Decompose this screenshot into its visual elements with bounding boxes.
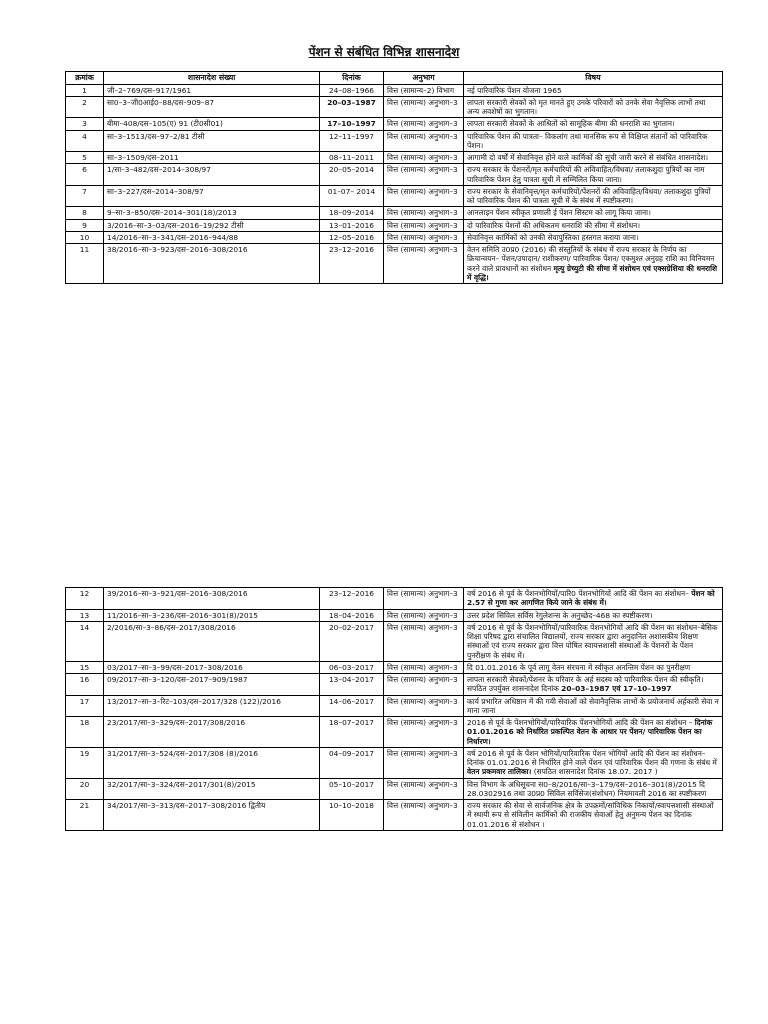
section-cell (384, 244, 464, 284)
serial-cell-text: 15 (79, 662, 90, 672)
serial-cell-text: 20 (79, 779, 90, 789)
order-number-cell-text: 1/सा–3–482/दस–2014–308/97 (107, 165, 211, 175)
subject-cell (464, 207, 723, 219)
header-order-number: शासनादेश संख्या (104, 72, 320, 85)
table-row (66, 231, 723, 243)
order-number-cell (104, 164, 320, 186)
header-subject: विषय (464, 72, 723, 85)
subject-cell-text: लापता सरकारी सेवकों को मृत मानते हुए उनके परिवारों को उनके सेवा नैवृत्तिक लाभों तथा अन्य अवशेषों का भुगतान। (467, 97, 706, 117)
section-cell (384, 96, 464, 118)
subject-cell-text: पारिवारिक पेंशन की पात्रता– विकलांग तथा मानसिक रूप से विक्षिप्त संतानों को पारिवारिक पेंशन। (467, 131, 708, 150)
subject-cell (464, 695, 723, 717)
serial-cell (66, 621, 104, 661)
order-number-cell-text: 34/2017/सा–3–313/दस–2017–308/2016 द्वितीय (107, 801, 266, 810)
order-number-cell-text: 11/2016–सा–3–236/दस–2016–301(8)/2015 (107, 610, 258, 620)
subject-cell (464, 152, 723, 164)
table-row (66, 130, 723, 152)
date-cell-text: 13–01–2016 (328, 220, 374, 230)
order-number-cell-text: 31/2017/सा–3–524/दस–2017/308 (8)/2016 (107, 748, 258, 758)
order-number-cell (104, 130, 320, 152)
date-cell (320, 219, 384, 231)
order-number-cell-text: 38/2016–सा–3–923/दस–2016–308/2016 (107, 245, 248, 255)
order-number-cell-text: 03/2017–सा–3–99/दस–2017–308/2016 (107, 662, 243, 672)
subject-cell (464, 96, 723, 118)
serial-cell-text: 3 (82, 119, 87, 129)
subject-cell-text: आगामी दो वर्षों में सेवानिवृत्त होने वाले कार्मिकों की सूची जारी करने से संबंधित शासनादेश। (467, 153, 709, 163)
section-cell-text: वित्त (सामान्य) अनुभाग–3 (387, 696, 458, 706)
order-number-cell (104, 747, 320, 778)
subject-cell-text: आनलाइन पेंशन स्वीकृत प्रणाली ई पेंशन सिस्टम को लागू किया जाना। (467, 208, 651, 218)
section-cell (384, 130, 464, 152)
section-cell-text: वित्त (सामान्य) अनुभाग–3 (387, 220, 458, 230)
section-cell (384, 152, 464, 164)
date-cell (320, 717, 384, 748)
subject-cell-text: वर्ष 2016 से पूर्व के पेंशनभोगियों/पारि0 पेंशनभोगियों आदि की पेंशन का संशोधन– (467, 589, 689, 598)
serial-cell-text: 7 (82, 186, 87, 196)
date-cell-text: 23–12–2016 (328, 245, 374, 255)
serial-cell (66, 231, 104, 243)
date-cell (320, 244, 384, 284)
subject-cell (464, 609, 723, 621)
date-cell (320, 164, 384, 186)
date-cell-text: 12–11–1997 (328, 131, 374, 141)
section-cell (384, 717, 464, 748)
subject-cell (464, 588, 723, 610)
subject-cell (464, 130, 723, 152)
serial-cell (66, 118, 104, 130)
serial-cell (66, 717, 104, 748)
table-row (66, 588, 723, 610)
date-cell (320, 152, 384, 164)
serial-cell (66, 661, 104, 673)
subject-cell-text: सेवानिवृत्त कार्मिकों को उनकी सेवापुस्तिका हस्तगत कराया जाना। (467, 232, 639, 242)
date-cell (320, 185, 384, 207)
table-row (66, 747, 723, 778)
serial-cell-text: 18 (79, 718, 90, 727)
subject-cell (464, 185, 723, 207)
table-body-2 (66, 588, 723, 831)
order-number-cell-text: 13/2017–सा–3–रिट–103/दस–2017/328 (122)/2016 (107, 696, 281, 706)
order-number-cell (104, 695, 320, 717)
order-number-cell (104, 207, 320, 219)
subject-bold-text: दिनांक 01.01.2016 को निर्धारित प्रकल्पित वेतन के आधार पर पेंशन/ पारिवारिक पेंशन का निर्धारण। (467, 718, 713, 746)
order-number-cell (104, 621, 320, 661)
date-cell (320, 231, 384, 243)
section-cell-text: वित्त (सामान्य) अनुभाग–3 (387, 748, 458, 758)
subject-cell (464, 231, 723, 243)
subject-bold-text: वेतन प्रकमवार तालिका। (467, 767, 532, 777)
section-cell (384, 588, 464, 610)
date-cell-text: 06–03–2017 (328, 662, 374, 672)
serial-cell (66, 800, 104, 831)
date-cell-text: 13–04–2017 (328, 675, 374, 684)
table-row (66, 674, 723, 696)
subject-cell (464, 244, 723, 284)
date-cell (320, 84, 384, 96)
order-number-cell-text: 14/2016–सा–3–341/दस–2016–944/88 (107, 232, 239, 242)
serial-cell (66, 747, 104, 778)
serial-cell-text: 11 (79, 245, 90, 255)
subject-cell (464, 778, 723, 800)
serial-cell (66, 588, 104, 610)
serial-cell (66, 207, 104, 219)
subject-bold-text: 20–03–1987 एवं 17–10–1997 (561, 684, 672, 694)
serial-cell (66, 96, 104, 118)
subject-cell-text: वेतन समिति उ0प्र0 (2016) की संस्तुतियों के संबंध में राज्य सरकार के निर्णय का क्रियान्वयन– पेंशन/उपादान/ राशीकरण/ पारिवारिक पेंशन/ एकमुश्त अनुग्रह राशि का विनियमन करने वाले प्रावधानों का संशोधन (467, 245, 715, 273)
serial-cell (66, 244, 104, 284)
subject-cell-text: 2016 से पूर्व के पेंशनभोगियों/पारिवारिक पेंशनभोगियों आदि की पेंशन का संशोधन – (467, 718, 693, 727)
order-number-cell (104, 219, 320, 231)
header-section: अनुभाग (384, 72, 464, 85)
date-cell (320, 609, 384, 621)
date-cell-text: 23–12–2016 (328, 589, 374, 598)
table-row (66, 118, 723, 130)
section-cell-text: वित्त (सामान्य) अनुभाग–3 (387, 153, 458, 163)
order-number-cell (104, 244, 320, 284)
section-cell (384, 185, 464, 207)
table-row (66, 152, 723, 164)
order-number-cell (104, 717, 320, 748)
header-serial: क्रमांक (66, 72, 104, 85)
section-cell (384, 661, 464, 673)
table-row (66, 244, 723, 284)
subject-cell-text: वर्ष 2016 से पूर्व के पेंशन भोगियों/पारिवारिक पेंशन भोगियों आदि की पेंशन का संशोधन–दिनांक 01.01.2016 से निर्धारित होने वाले पेंशन एवं पारिवारिक पेंशन की गणना के संबंध में (467, 748, 717, 767)
date-cell-text: 05–10–2017 (328, 779, 374, 789)
section-cell-text: वित्त (सामान्य) अनुभाग–3 (387, 119, 458, 129)
subject-cell-text: राज्य सरकार के पेंशनरों/मृत कर्मचारियों की अविवाहित/विधवा/ तलाकशुदा पुत्रियों का नाम पारिवारिक पेंशन हेतु पात्रता सूची में सम्मिलित किया जाना। (467, 165, 705, 184)
order-number-cell (104, 118, 320, 130)
section-cell-text: वित्त (सामान्य) अनुभाग–3 (387, 186, 458, 196)
date-cell-text: 17–10–1997 (327, 119, 376, 129)
section-cell (384, 695, 464, 717)
order-number-cell-text: 09/2017–सा–3–120/दस–2017–909/1987 (107, 675, 248, 684)
table-row (66, 185, 723, 207)
date-cell-text: 24–08–1966 (328, 85, 374, 95)
subject-cell-text: कार्य प्रभारित अधिष्ठान में की गयी सेवाओं को सेवानैवृत्तिक लाभों के प्रयोजनार्थ अर्हकारी सेवा न माना जाना (467, 696, 719, 715)
serial-cell-text: 21 (79, 801, 90, 810)
order-number-cell-text: सा–3–227/दस–2014–308/97 (107, 186, 204, 196)
serial-cell-text: 16 (79, 675, 90, 684)
section-cell (384, 84, 464, 96)
section-cell (384, 231, 464, 243)
serial-cell (66, 164, 104, 186)
section-cell (384, 747, 464, 778)
order-number-cell-text: बीमा–408/दस–105(ए) 91 (टी0सी01) (107, 119, 223, 129)
date-cell-text: 18–09–2014 (328, 208, 374, 218)
table-row (66, 84, 723, 96)
serial-cell-text: 10 (79, 232, 90, 242)
section-cell-text: वित्त (सामान्य) अनुभाग–3 (387, 662, 458, 672)
table-row (66, 164, 723, 186)
subject-cell-text: नई पारिवारिक पेंशन योजना 1965 (467, 85, 562, 95)
date-cell-text: 14–06–2017 (328, 696, 374, 706)
subject-bold-text: मृत्यु ग्रेच्युटी की सीमा में संशोधन एवं एक्सग्रेशिया की धनराशि में वृद्धि। (467, 263, 718, 282)
subject-cell (464, 717, 723, 748)
table-row (66, 219, 723, 231)
subject-cell (464, 800, 723, 831)
section-cell (384, 674, 464, 696)
table-row (66, 207, 723, 219)
subject-cell-text: उत्तर प्रदेश सिविल सर्विस रेगुलेशन्स के अनुच्छेद–468 का स्पष्टीकरण। (467, 610, 653, 620)
section-cell (384, 609, 464, 621)
serial-cell-text: 8 (82, 208, 87, 218)
order-number-cell (104, 84, 320, 96)
subject-cell-text: दि 01.01.2016 के पूर्व लागू वेतन संरचना में स्वीकृत अनन्तिम पेंशन का पुनरीक्षण (467, 662, 691, 672)
section-cell-text: वित्त (सामान्य) अनुभाग–3 (387, 97, 458, 107)
order-number-cell (104, 661, 320, 673)
section-cell-text: वित्त (सामान्य) अनुभाग–3 (387, 779, 458, 789)
order-number-cell (104, 185, 320, 207)
subject-cell (464, 118, 723, 130)
section-cell-text: वित्त (सामान्य) अनुभाग–3 (387, 718, 458, 727)
section-cell (384, 164, 464, 186)
serial-cell (66, 674, 104, 696)
subject-cell-text: लापता सरकारी सेवकों के आश्रितों को सामूहिक बीमा की धनराशि का भुगतान। (467, 119, 675, 129)
orders-table-part-2 (65, 587, 723, 831)
section-cell-text: वित्त (सामान्य) अनुभाग–3 (387, 245, 458, 255)
date-cell-text: 20–03–1987 (327, 97, 376, 107)
header-date: दिनांक (320, 72, 384, 85)
serial-cell-text: 12 (79, 589, 90, 598)
order-number-cell (104, 588, 320, 610)
serial-cell-text: 4 (82, 131, 87, 141)
section-cell-text: वित्त (सामान्य) अनुभाग–3 (387, 131, 458, 141)
section-cell-text: वित्त (सामान्य–2) विभाग (387, 85, 454, 95)
serial-cell-text: 9 (82, 220, 87, 230)
date-cell-text: 08–11–2011 (328, 153, 374, 163)
subject-cell (464, 84, 723, 96)
date-cell (320, 778, 384, 800)
orders-table-part-1 (65, 71, 723, 284)
date-cell-text: 01–07– 2014 (327, 186, 376, 196)
section-cell-text: वित्त (सामान्य) अनुभाग–3 (387, 589, 458, 598)
subject-cell (464, 164, 723, 186)
date-cell-text: 18–07–2017 (328, 718, 374, 727)
order-number-cell-text: 9–सा–3–850/दस–2014–301(18)/2013 (107, 208, 237, 218)
serial-cell-text: 1 (82, 85, 87, 95)
section-cell (384, 621, 464, 661)
serial-cell-text: 14 (79, 622, 90, 632)
date-cell (320, 747, 384, 778)
serial-cell (66, 130, 104, 152)
date-cell (320, 800, 384, 831)
section-cell-text: वित्त (सामान्य) अनुभाग–3 (387, 610, 458, 620)
subject-cell-text: लापता सरकारी सेवकों/पेंशनर के परिवार के अर्ह सदस्य को पारिवारिक पेंशन की स्वीकृति। सपठित उपर्युक्त शासनादेश दिनांक (467, 675, 704, 694)
table-row (66, 609, 723, 621)
order-number-cell-text: 2/2016/सा–3–86/दस–2017/308/2016 (107, 622, 236, 632)
order-number-cell-text: सा0–3–जी0आई0–88/दस–909–87 (107, 97, 215, 107)
serial-cell (66, 219, 104, 231)
section-cell-text: वित्त (सामान्य) अनुभाग–3 (387, 165, 458, 175)
serial-cell (66, 185, 104, 207)
date-cell-text: 18–04–2016 (328, 610, 374, 620)
date-cell (320, 674, 384, 696)
order-number-cell-text: 32/2017/सा–3–324/दस–2017/301(8)/2015 (107, 779, 256, 789)
date-cell (320, 207, 384, 219)
subject-cell (464, 219, 723, 231)
section-cell-text: वित्त (सामान्य) अनुभाग–3 (387, 675, 458, 684)
order-number-cell (104, 96, 320, 118)
date-cell-text: 04–09–2017 (328, 748, 374, 758)
table-row (66, 695, 723, 717)
date-cell-text: 10–10–2018 (328, 801, 374, 810)
table-row (66, 778, 723, 800)
date-cell (320, 695, 384, 717)
order-number-cell (104, 674, 320, 696)
order-number-cell-text: सा–3–1509/दस–2011 (107, 153, 179, 163)
date-cell-text: 20–02–2017 (328, 622, 374, 632)
subject-cell-text: वित्त विभाग के अधिसूचना स0–8/2016/सा–3–179/दस–2016–301(8)/2015 दि 28.0302916 तथा उ0प्र0 सिविल सर्विसेज(संशोधन) नियमावली 2016 का स्पष्टीकरण (467, 779, 707, 798)
order-number-cell (104, 800, 320, 831)
date-cell (320, 588, 384, 610)
section-cell-text: वित्त (सामान्य) अनुभाग–3 (387, 208, 458, 218)
subject-cell-text: राज्य सरकार के सेवानिवृत्त/मृत कर्मचारियों/पेंशनरों की अविवाहित/विधवा/ तलाकशुदा पुत्रियों को पारिवारिक पेंशन की पात्रता सूची में के संबंध में स्पष्टीकरण। (467, 186, 711, 206)
subject-cell-text: दो पारिवारिक पेंशनों की अधिकतम धनराशि की सीमा में संशोधन। (467, 220, 641, 230)
subject-after-text: (सपठित शासनादेश दिनांक 18.07. 2017 ) (533, 767, 658, 777)
order-number-cell (104, 231, 320, 243)
subject-cell (464, 661, 723, 673)
serial-cell-text: 13 (79, 610, 90, 620)
date-cell (320, 96, 384, 118)
section-cell (384, 800, 464, 831)
serial-cell-text: 6 (82, 165, 87, 175)
order-number-cell-text: 3/2016–सा–3–03/दस–2016–19/292 टीसी (107, 220, 244, 230)
section-cell-text: वित्त (सामान्य) अनुभाग–3 (387, 232, 458, 242)
date-cell (320, 621, 384, 661)
date-cell-text: 20–05–2014 (328, 165, 374, 175)
subject-cell-text: राज्य सरकार की सेवा से सार्वजनिक क्षेत्र के उपक्रमों/सांविधिक निकायों/स्वायत्तशासी संस्थाओं में स्थायी रूप से संविलीन कार्मिकों की राजकीय सेवाओं हेतु अनुमन्य पेंशन का दिनांक 01.01.2016 से संशोधन । (467, 801, 714, 829)
order-number-cell-text: जी–2–769/दस–917/1961 (107, 85, 192, 95)
order-number-cell-text: 39/2016–सा–3–921/दस–2016–308/2016 (107, 589, 248, 598)
order-number-cell-text: 23/2017/सा–3–329/दस–2017/308/2016 (107, 718, 246, 727)
table-row (66, 717, 723, 748)
date-cell (320, 130, 384, 152)
order-number-cell-text: सा–3–1513/दस–97–2/81 टीसी (107, 131, 205, 141)
table-header-row (66, 72, 723, 85)
serial-cell-text: 19 (79, 748, 90, 758)
serial-cell (66, 84, 104, 96)
subject-cell (464, 747, 723, 778)
subject-cell (464, 674, 723, 696)
subject-bold-text: पेंशन को 2.57 से गुणा कर आगणित किये जाने के संबंध में। (467, 589, 715, 608)
serial-cell (66, 609, 104, 621)
table-body-1 (66, 84, 723, 284)
section-cell (384, 219, 464, 231)
date-cell (320, 118, 384, 130)
section-cell (384, 118, 464, 130)
section-cell-text: वित्त (सामान्य) अनुभाग–3 (387, 801, 458, 810)
subject-cell-text: वर्ष 2016 से पूर्व के पेंशनभोगियों/पारिवारिक पेंशनभोगियों आदि की पेंशन का संशोधन–बेसिक शिक्षा परिषद द्वारा संचालित विद्यालयों, राज्य सरकार द्वारा अनुदानित अशासकीय शिक्षण संस्थाओं एवं राज्य सरकार द्वारा वित्त पोषित स्वायत्तशासी संस्थाओं के पेंशनरों के पेंशन पुनरीक्षण के संबंध में। (467, 622, 718, 660)
section-cell (384, 207, 464, 219)
serial-cell (66, 152, 104, 164)
table-row (66, 621, 723, 661)
serial-cell (66, 695, 104, 717)
serial-cell-text: 17 (79, 696, 90, 706)
order-number-cell (104, 778, 320, 800)
date-cell-text: 12–05–2016 (328, 232, 374, 242)
serial-cell-text: 5 (82, 153, 87, 163)
document-title: पेंशन से संबंधित विभिन्न शासनादेश (308, 45, 460, 59)
order-number-cell (104, 152, 320, 164)
date-cell (320, 661, 384, 673)
order-number-cell (104, 609, 320, 621)
section-cell (384, 778, 464, 800)
subject-cell (464, 621, 723, 661)
section-cell-text: वित्त (सामान्य) अनुभाग–3 (387, 622, 458, 632)
table-row (66, 661, 723, 673)
table-row (66, 96, 723, 118)
table-row (66, 800, 723, 831)
serial-cell-text: 2 (82, 97, 87, 107)
serial-cell (66, 778, 104, 800)
